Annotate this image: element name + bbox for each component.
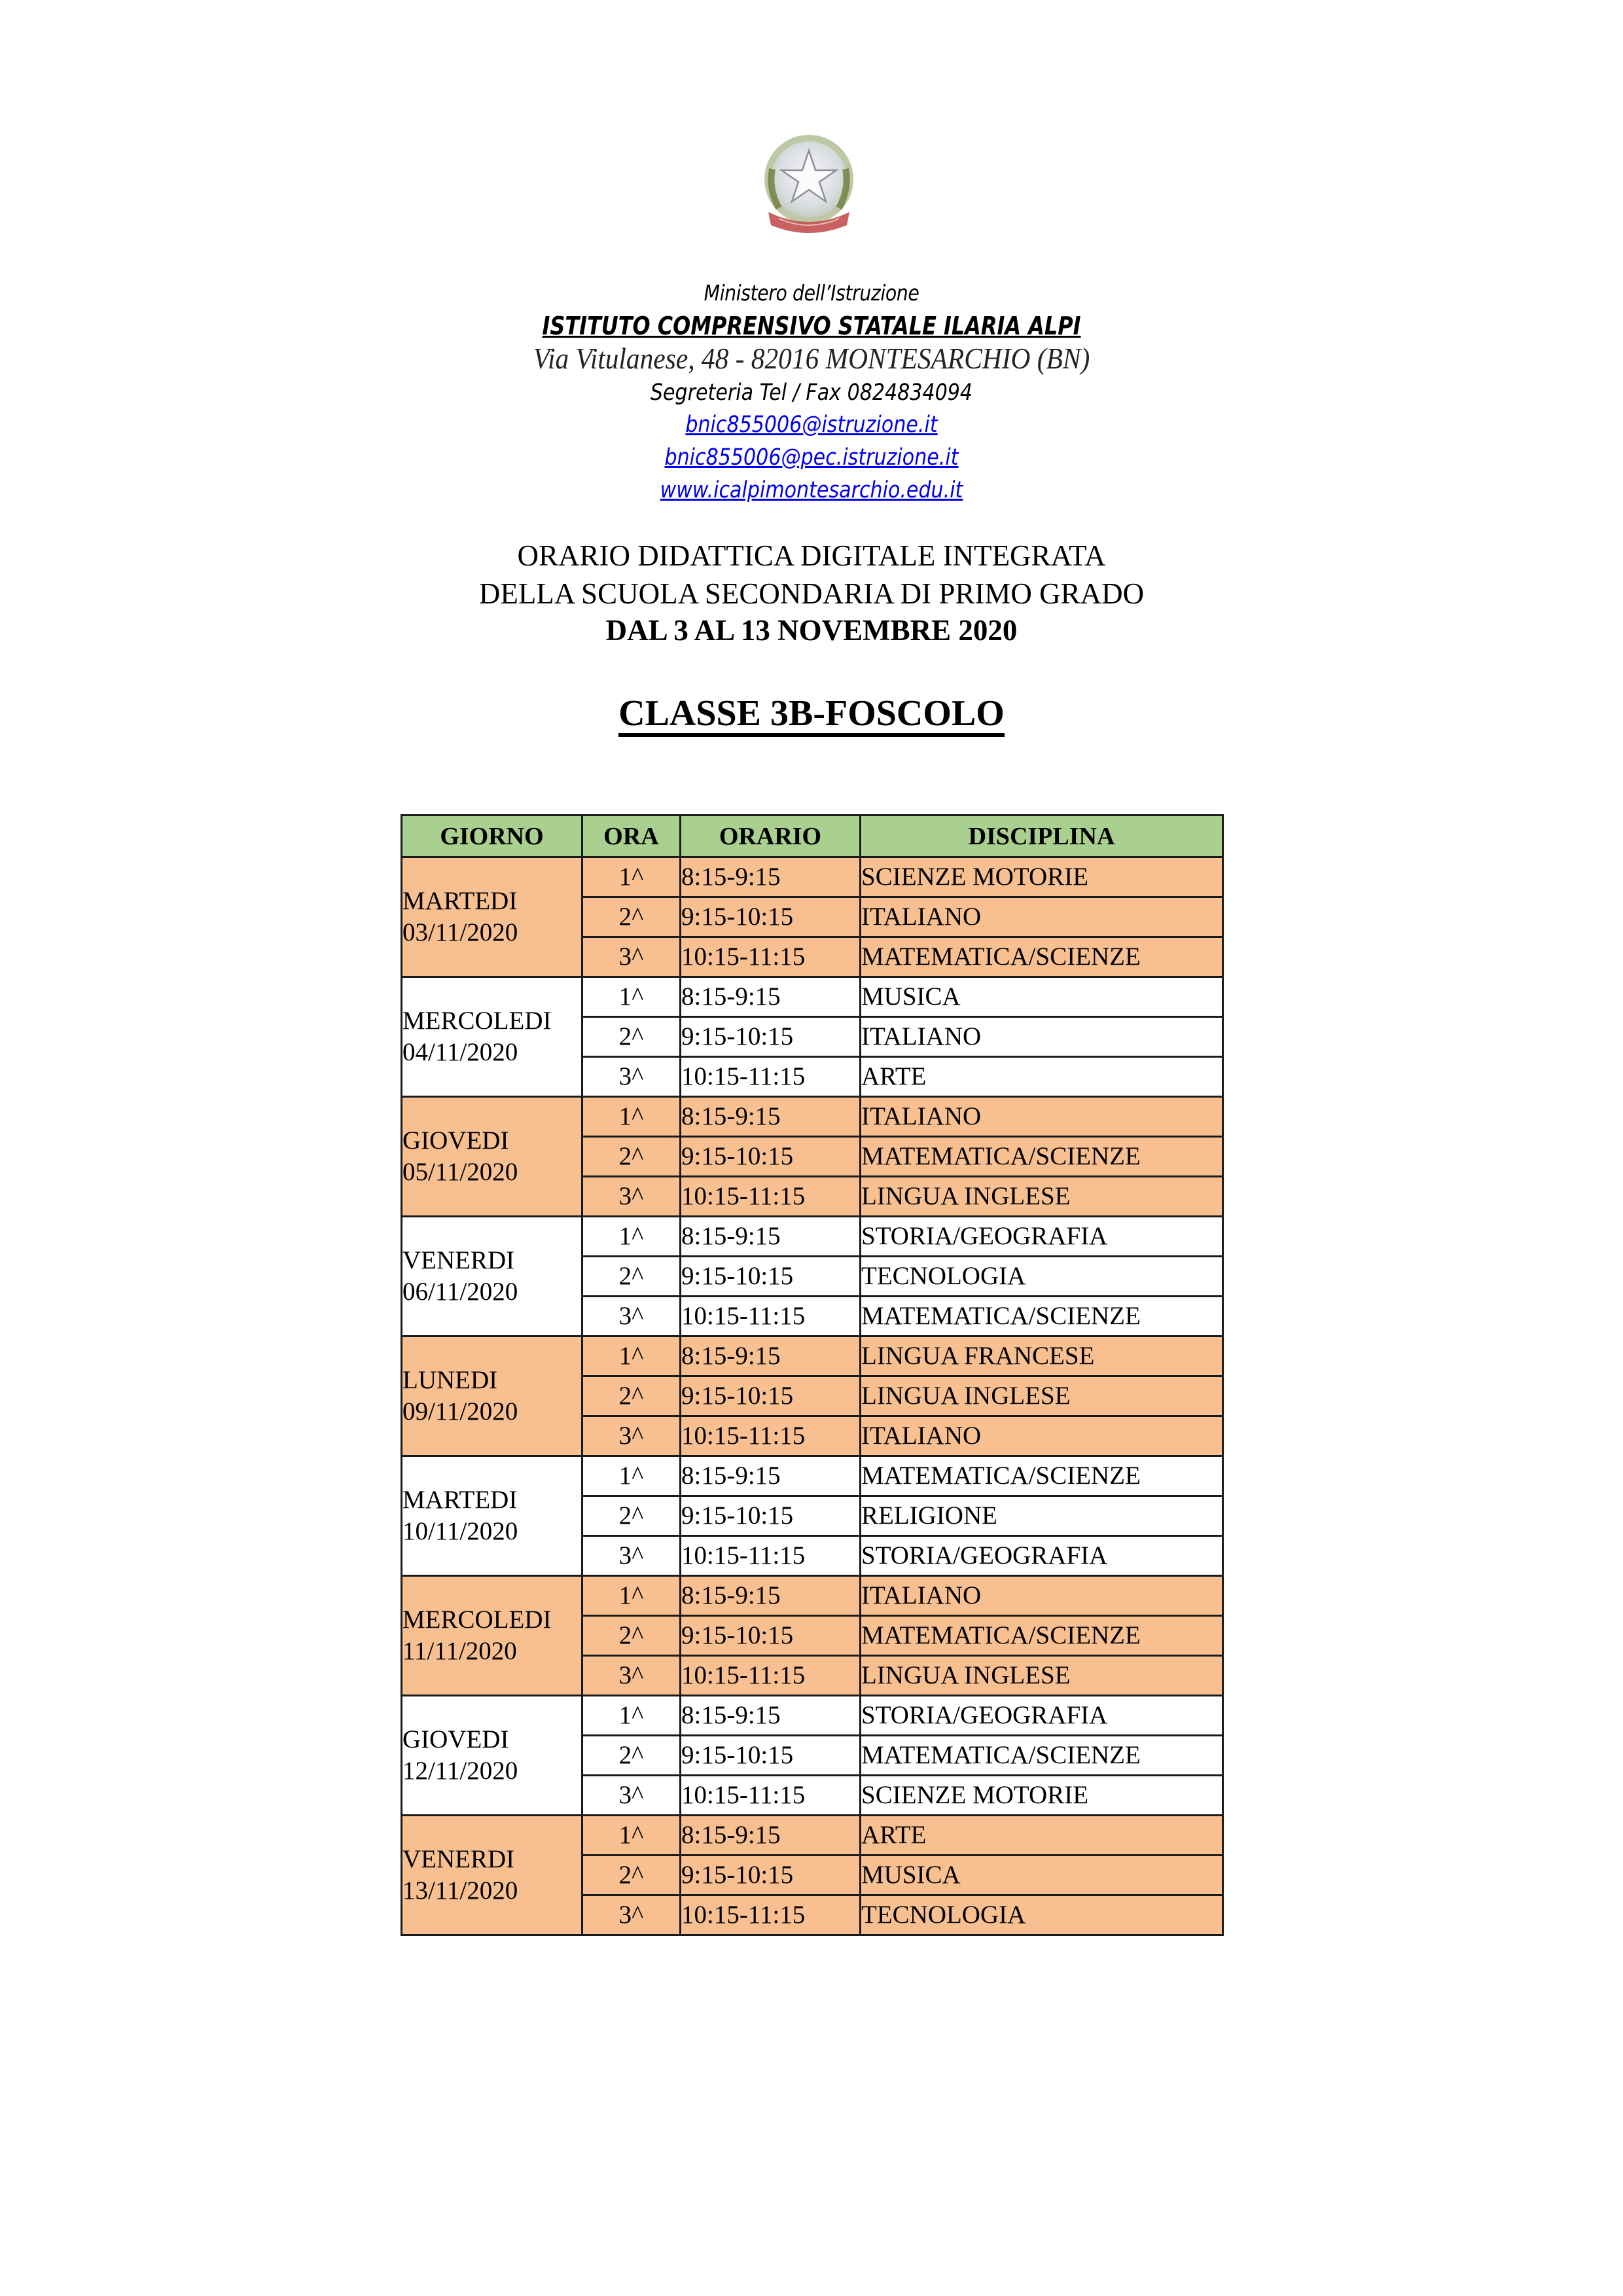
date-range: DAL 3 AL 13 NOVEMBRE 2020 (605, 614, 1018, 647)
day-date: 10/11/2020 (402, 1517, 518, 1545)
subject-cell: SCIENZE MOTORIE (861, 857, 1223, 897)
time-cell: 8:15-9:15 (681, 1217, 861, 1257)
day-name: MARTEDI (402, 1486, 518, 1514)
day-date: 11/11/2020 (402, 1637, 517, 1665)
column-header-ora: ORA (582, 816, 681, 857)
table-row (402, 1217, 1223, 1257)
time-cell: 9:15-10:15 (681, 1496, 861, 1536)
subject-cell: LINGUA FRANCESE (861, 1336, 1223, 1376)
subject-cell: LINGUA INGLESE (861, 1177, 1223, 1217)
subject-cell: LINGUA INGLESE (861, 1376, 1223, 1416)
subject-cell: MATEMATICA/SCIENZE (861, 937, 1223, 977)
subject-cell: SCIENZE MOTORIE (861, 1776, 1223, 1816)
day-name: VENERDI (402, 1246, 515, 1274)
day-cell (402, 1097, 582, 1217)
period-cell: 2^ (582, 1257, 681, 1297)
subject-cell: MUSICA (861, 977, 1223, 1017)
day-cell (402, 1217, 582, 1336)
time-cell: 9:15-10:15 (681, 1736, 861, 1776)
subject-cell: ARTE (861, 1816, 1223, 1856)
day-date: 13/11/2020 (402, 1876, 518, 1905)
time-cell: 10:15-11:15 (681, 1895, 861, 1935)
period-cell: 1^ (582, 977, 681, 1017)
institute-name: ISTITUTO COMPRENSIVO STATALE ILARIA ALPI (542, 312, 1081, 340)
time-cell: 9:15-10:15 (681, 897, 861, 937)
time-cell: 10:15-11:15 (681, 1057, 861, 1097)
period-cell: 2^ (582, 1496, 681, 1536)
time-cell: 10:15-11:15 (681, 1297, 861, 1336)
subject-cell: TECNOLOGIA (861, 1257, 1223, 1297)
day-date: 03/11/2020 (402, 918, 518, 946)
column-header-orario: ORARIO (681, 816, 861, 857)
column-header-giorno: GIORNO (402, 816, 582, 857)
time-cell: 8:15-9:15 (681, 1816, 861, 1856)
day-date: 04/11/2020 (402, 1038, 518, 1066)
day-name: GIOVEDI (402, 1126, 509, 1155)
phone-fax: Segreteria Tel / Fax 0824834094 (650, 380, 973, 406)
day-date: 09/11/2020 (402, 1397, 518, 1426)
time-cell: 9:15-10:15 (681, 1376, 861, 1416)
period-cell: 1^ (582, 857, 681, 897)
subject-cell: STORIA/GEOGRAFIA (861, 1536, 1223, 1576)
time-cell: 9:15-10:15 (681, 1856, 861, 1895)
subject-cell: ITALIANO (861, 1576, 1223, 1616)
subject-cell: MATEMATICA/SCIENZE (861, 1297, 1223, 1336)
subject-cell: LINGUA INGLESE (861, 1656, 1223, 1696)
day-name: MERCOLEDI (402, 1605, 552, 1634)
subject-cell: MATEMATICA/SCIENZE (861, 1456, 1223, 1496)
period-cell: 1^ (582, 1696, 681, 1736)
subject-cell: STORIA/GEOGRAFIA (861, 1696, 1223, 1736)
day-cell (402, 1816, 582, 1935)
time-cell: 8:15-9:15 (681, 1097, 861, 1137)
period-cell: 3^ (582, 1776, 681, 1816)
period-cell: 3^ (582, 1297, 681, 1336)
pec-email-link[interactable]: bnic855006@pec.istruzione.it (664, 444, 959, 471)
class-title: CLASSE 3B-FOSCOLO (618, 694, 1005, 737)
italian-republic-emblem-icon (759, 130, 859, 242)
day-name: GIOVEDI (402, 1725, 509, 1753)
time-cell: 8:15-9:15 (681, 1456, 861, 1496)
subject-cell: MATEMATICA/SCIENZE (861, 1137, 1223, 1177)
subject-cell: ITALIANO (861, 1416, 1223, 1456)
time-cell: 8:15-9:15 (681, 857, 861, 897)
day-cell (402, 1696, 582, 1816)
day-cell (402, 857, 582, 977)
day-cell (402, 977, 582, 1097)
period-cell: 3^ (582, 1057, 681, 1097)
day-cell (402, 1576, 582, 1696)
schedule-table (401, 814, 1224, 1936)
table-row (402, 857, 1223, 897)
document-title-line-2: DELLA SCUOLA SECONDARIA DI PRIMO GRADO (478, 577, 1145, 610)
period-cell: 3^ (582, 1656, 681, 1696)
website-link[interactable]: www.icalpimontesarchio.edu.it (660, 477, 963, 503)
table-header-row (402, 816, 1223, 857)
time-cell: 10:15-11:15 (681, 937, 861, 977)
period-cell: 3^ (582, 1536, 681, 1576)
period-cell: 2^ (582, 897, 681, 937)
time-cell: 10:15-11:15 (681, 1656, 861, 1696)
time-cell: 8:15-9:15 (681, 1336, 861, 1376)
period-cell: 1^ (582, 1336, 681, 1376)
time-cell: 10:15-11:15 (681, 1416, 861, 1456)
period-cell: 3^ (582, 1177, 681, 1217)
table-row (402, 1816, 1223, 1856)
period-cell: 3^ (582, 1416, 681, 1456)
period-cell: 2^ (582, 1856, 681, 1895)
table-row (402, 1336, 1223, 1376)
day-date: 06/11/2020 (402, 1278, 518, 1306)
subject-cell: ITALIANO (861, 1017, 1223, 1057)
day-cell (402, 1456, 582, 1576)
day-name: LUNEDI (402, 1366, 498, 1394)
time-cell: 10:15-11:15 (681, 1177, 861, 1217)
subject-cell: MATEMATICA/SCIENZE (861, 1736, 1223, 1776)
school-address: Via Vitulanese, 48 - 82016 MONTESARCHIO (BN) (533, 342, 1090, 375)
day-name: VENERDI (402, 1845, 515, 1873)
time-cell: 10:15-11:15 (681, 1776, 861, 1816)
subject-cell: TECNOLOGIA (861, 1895, 1223, 1935)
time-cell: 9:15-10:15 (681, 1017, 861, 1057)
period-cell: 2^ (582, 1376, 681, 1416)
table-row (402, 977, 1223, 1017)
column-header-disciplina: DISCIPLINA (861, 816, 1223, 857)
subject-cell: ITALIANO (861, 1097, 1223, 1137)
subject-cell: MATEMATICA/SCIENZE (861, 1616, 1223, 1656)
time-cell: 8:15-9:15 (681, 1696, 861, 1736)
period-cell: 3^ (582, 937, 681, 977)
period-cell: 1^ (582, 1576, 681, 1616)
day-name: MARTEDI (402, 887, 518, 915)
subject-cell: ARTE (861, 1057, 1223, 1097)
subject-cell: MUSICA (861, 1856, 1223, 1895)
subject-cell: RELIGIONE (861, 1496, 1223, 1536)
email-link[interactable]: bnic855006@istruzione.it (685, 412, 938, 438)
ministry-name: Ministero dell’Istruzione (704, 280, 919, 306)
table-row (402, 1456, 1223, 1496)
period-cell: 2^ (582, 1736, 681, 1776)
period-cell: 2^ (582, 1017, 681, 1057)
period-cell: 1^ (582, 1217, 681, 1257)
period-cell: 1^ (582, 1456, 681, 1496)
period-cell: 2^ (582, 1616, 681, 1656)
day-date: 05/11/2020 (402, 1158, 518, 1186)
time-cell: 9:15-10:15 (681, 1257, 861, 1297)
day-name: MERCOLEDI (402, 1007, 552, 1035)
subject-cell: STORIA/GEOGRAFIA (861, 1217, 1223, 1257)
period-cell: 1^ (582, 1816, 681, 1856)
period-cell: 1^ (582, 1097, 681, 1137)
table-row (402, 1097, 1223, 1137)
document-title-line-1: ORARIO DIDATTICA DIGITALE INTEGRATA (517, 539, 1106, 572)
period-cell: 3^ (582, 1895, 681, 1935)
time-cell: 8:15-9:15 (681, 1576, 861, 1616)
day-cell (402, 1336, 582, 1456)
time-cell: 10:15-11:15 (681, 1536, 861, 1576)
time-cell: 9:15-10:15 (681, 1137, 861, 1177)
table-row (402, 1576, 1223, 1616)
table-row (402, 1696, 1223, 1736)
period-cell: 2^ (582, 1137, 681, 1177)
time-cell: 9:15-10:15 (681, 1616, 861, 1656)
time-cell: 8:15-9:15 (681, 977, 861, 1017)
subject-cell: ITALIANO (861, 897, 1223, 937)
day-date: 12/11/2020 (402, 1757, 518, 1785)
